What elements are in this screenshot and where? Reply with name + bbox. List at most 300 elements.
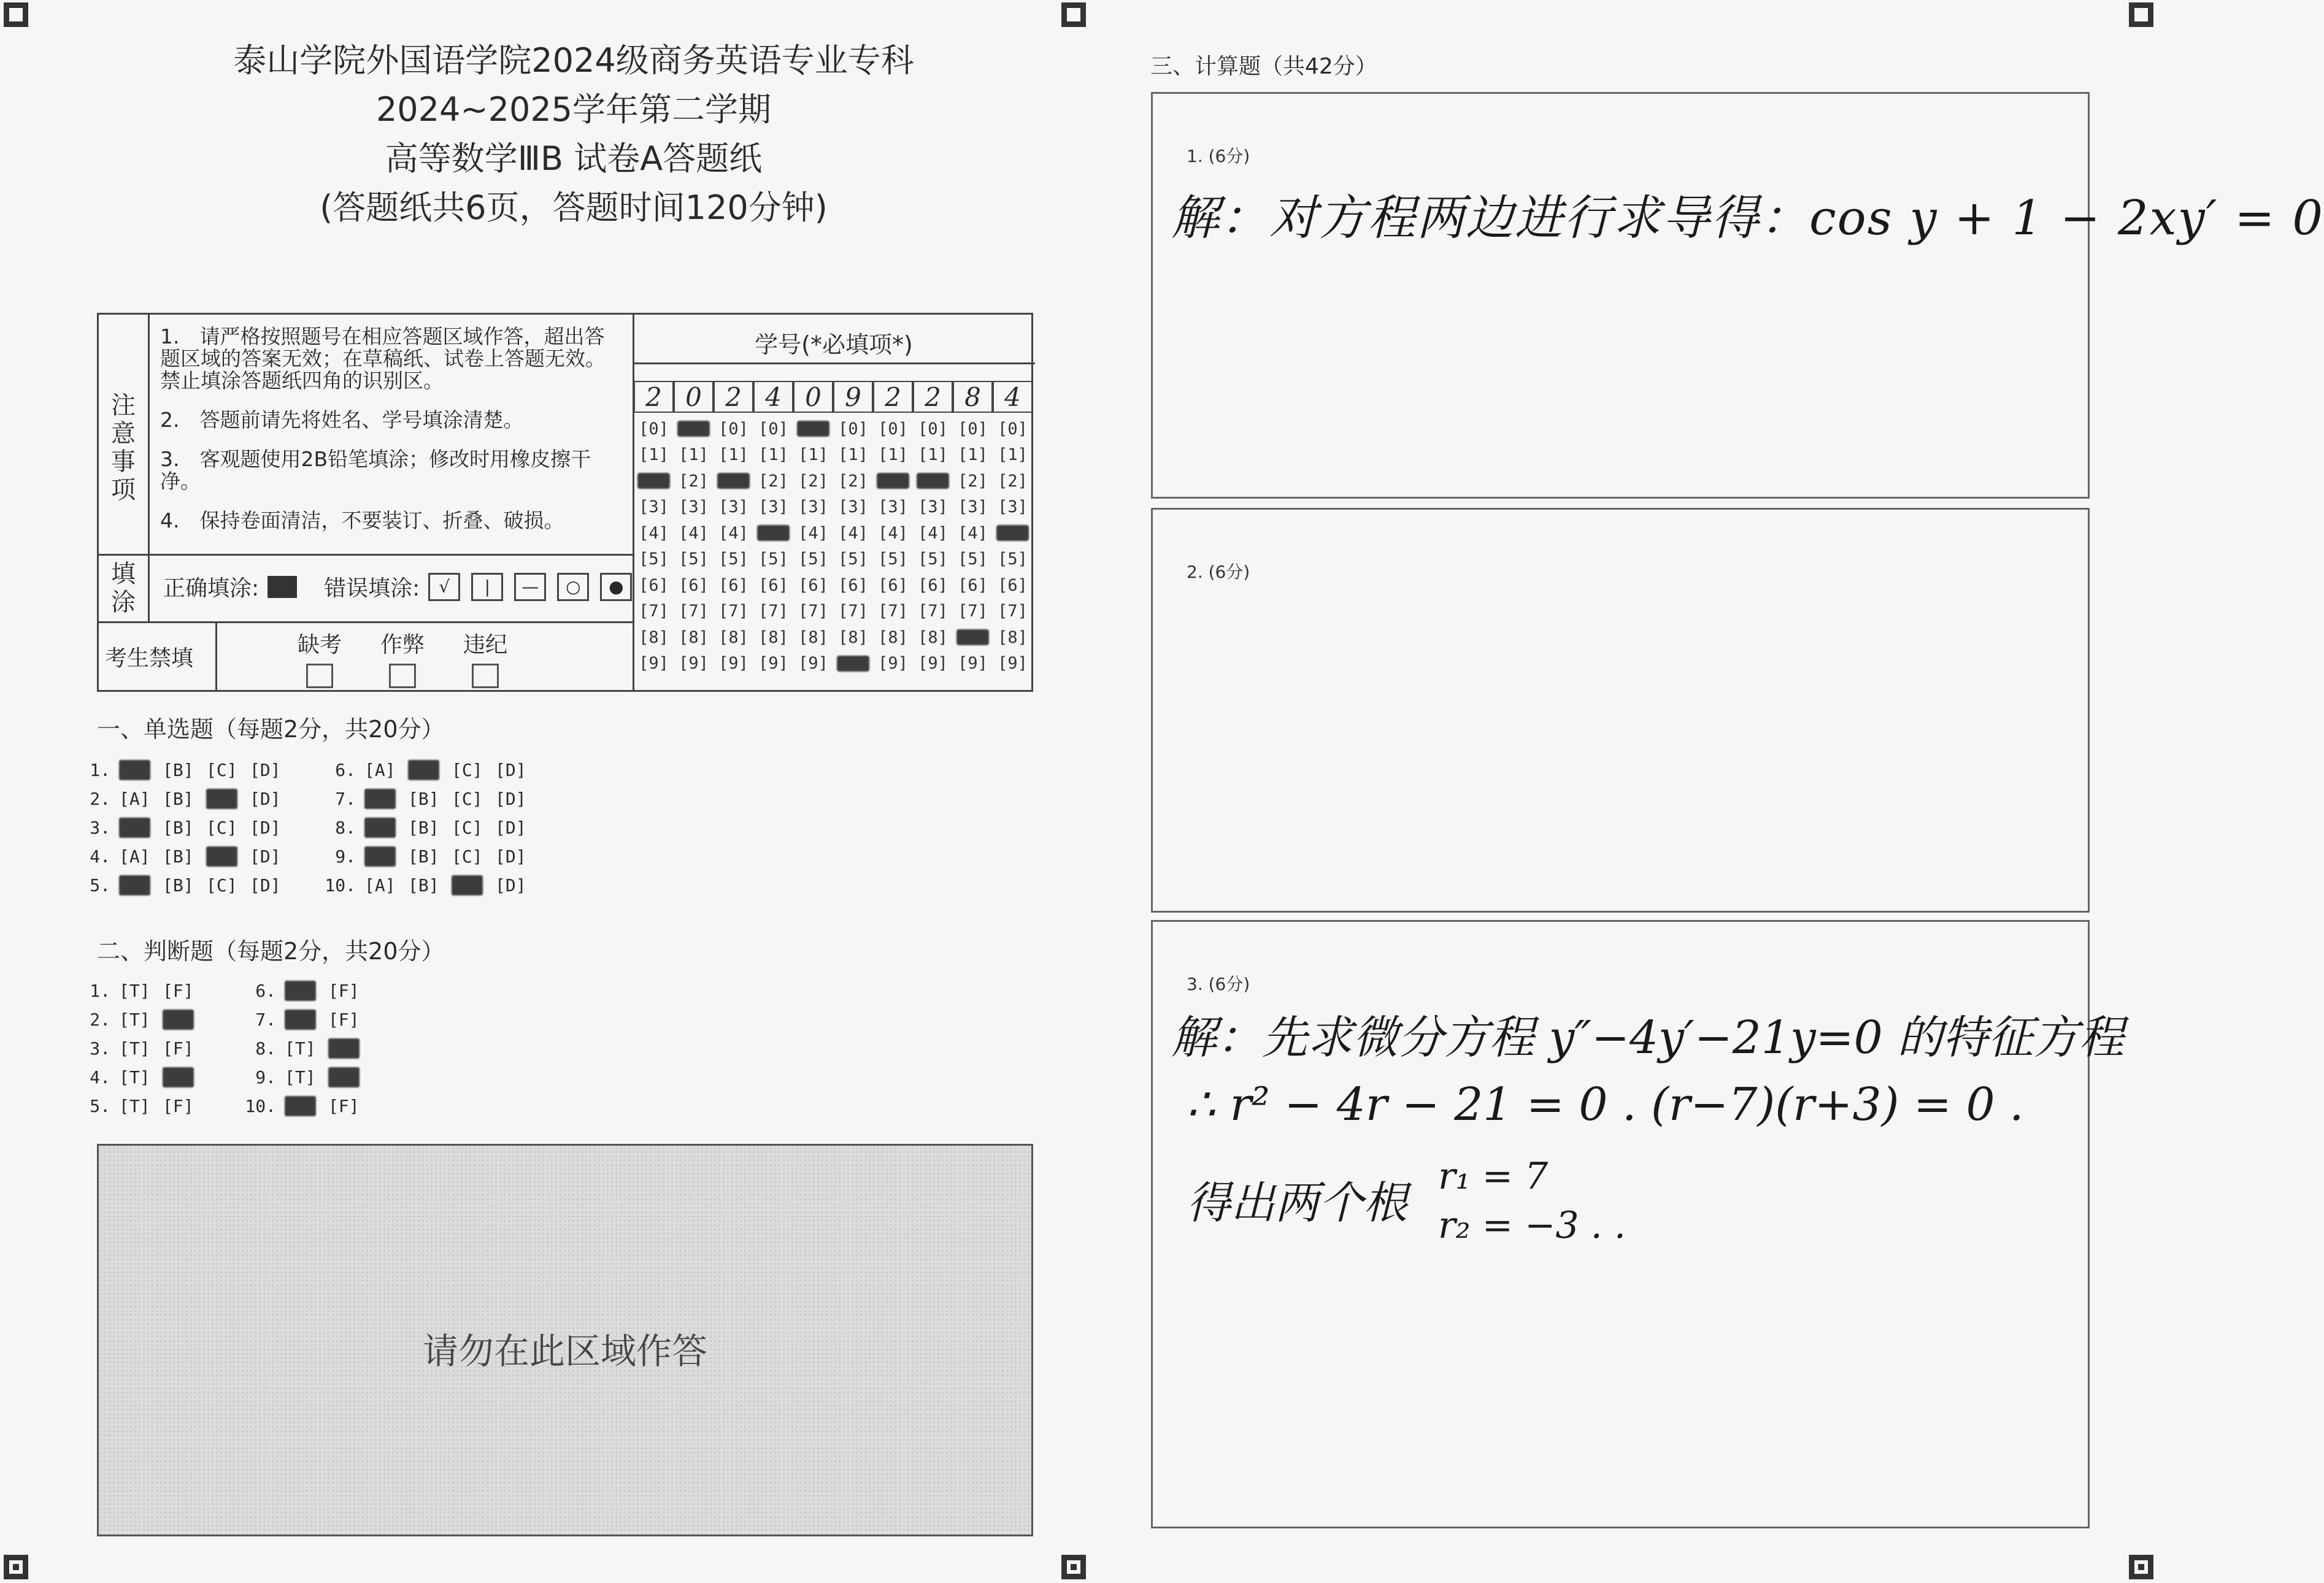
section2-option[interactable] (119, 1038, 163, 1059)
section1-question-number: 5. (90, 875, 110, 895)
section1-option-label: [D] (250, 760, 281, 780)
student-id-bubble[interactable]: [9] (798, 654, 828, 673)
student-id-bubble[interactable]: [7] (918, 602, 948, 621)
section2-question-number: 5. (90, 1096, 110, 1116)
student-id-bubble[interactable]: [1] (838, 445, 868, 465)
student-id-bubble[interactable]: [4] (958, 523, 988, 543)
section1-option[interactable] (408, 875, 452, 895)
section1-option[interactable] (119, 846, 163, 867)
section1-option-label: [C] (452, 846, 483, 867)
section2-option-filled[interactable] (328, 1067, 372, 1087)
notice-label: 注意事项 (111, 391, 136, 504)
student-id-bubble[interactable]: [8] (679, 627, 709, 647)
section1-option[interactable] (364, 875, 408, 895)
forbid-cheat-checkbox[interactable] (389, 664, 416, 688)
section2-question-number: 8. (255, 1038, 276, 1059)
section1-option[interactable] (495, 846, 539, 867)
student-id-bubble[interactable]: [4] (918, 523, 948, 543)
student-id-bubble[interactable]: [8] (998, 627, 1028, 647)
student-id-bubble[interactable]: [1] (639, 445, 669, 465)
student-id-digit-cell: 2 (913, 381, 953, 413)
student-id-bubble[interactable]: [7] (718, 602, 748, 621)
section1-option[interactable] (408, 846, 452, 867)
section1-option-label: [A] (364, 789, 396, 809)
section2-option-label: [T] (285, 1038, 316, 1059)
section2-question-row (74, 1092, 206, 1121)
section1-option[interactable] (163, 789, 206, 809)
section1-question-row (74, 842, 293, 871)
section1-option[interactable] (452, 760, 495, 780)
section1-option-filled[interactable] (452, 875, 495, 895)
section2-option[interactable] (119, 981, 163, 1001)
student-id-bubble[interactable]: [3] (838, 497, 868, 517)
section2-question-number: 2. (90, 1010, 110, 1030)
q3-handwriting-line3: 得出两个根 (1187, 1177, 1408, 1228)
section2-option-label: [F] (328, 1010, 360, 1030)
section1-option[interactable] (206, 818, 250, 838)
section1-option[interactable] (250, 846, 293, 867)
section1-option[interactable] (408, 818, 452, 838)
student-id-bubble[interactable]: [8] (918, 627, 948, 647)
correct-fill-label: 正确填涂: (163, 576, 260, 601)
student-id-bubble[interactable]: [6] (958, 575, 988, 595)
section2-question-row (239, 1005, 372, 1034)
student-id-bubble[interactable]: [3] (878, 497, 908, 517)
student-id-bubble[interactable]: [8] (758, 627, 788, 647)
student-id-bubble[interactable]: [1] (679, 445, 709, 465)
student-id-digit-cell: 9 (833, 381, 873, 413)
section1-option-label: [C] (206, 846, 237, 867)
section1-question-row (74, 784, 293, 813)
student-id-bubble[interactable]: [0] (718, 419, 748, 439)
section2-option-label: [T] (119, 1010, 150, 1030)
student-id-bubble[interactable]: [3] (639, 497, 669, 517)
student-id-bubble[interactable]: [7] (878, 602, 908, 621)
header-school-line: 泰山学院外国语学院2024级商务英语专业专科 (233, 41, 914, 80)
student-id-bubble-row (634, 546, 1033, 573)
section2-option[interactable] (163, 1038, 206, 1059)
student-id-bubble-filled[interactable]: [0] (797, 421, 829, 437)
section2-option-filled[interactable] (285, 1010, 328, 1030)
section1-option-label: [B] (408, 818, 439, 838)
section1-option-label: [C] (452, 760, 483, 780)
student-id-bubble-row (634, 494, 1033, 521)
section2-option[interactable] (119, 1067, 163, 1087)
section1-option[interactable] (163, 846, 206, 867)
student-id-digit-cell: 2 (873, 381, 913, 413)
student-id-bubble[interactable]: [4] (639, 523, 669, 543)
section1-question-number: 4. (90, 846, 110, 867)
student-id-bubble[interactable]: [9] (918, 654, 948, 673)
section2-option-filled[interactable] (328, 1038, 372, 1059)
section1-option-label: [C] (452, 818, 483, 838)
section1-option-label: [D] (250, 846, 281, 867)
fill-example-row (163, 571, 634, 602)
section1-option[interactable] (250, 760, 293, 780)
section2-option[interactable] (328, 1010, 372, 1030)
section1-option[interactable] (495, 789, 539, 809)
section1-option-label: [D] (495, 789, 526, 809)
student-id-bubble[interactable]: [0] (878, 419, 908, 439)
student-id-bubble[interactable]: [6] (679, 575, 709, 595)
section1-option-filled[interactable] (119, 818, 163, 838)
section2-option[interactable] (119, 1010, 163, 1030)
student-id-bubble[interactable]: [1] (718, 445, 748, 465)
student-id-bubble[interactable]: [7] (958, 602, 988, 621)
student-id-bubble[interactable]: [6] (998, 575, 1028, 595)
section1-option-label: [B] (408, 760, 439, 780)
section2-option-label: [F] (163, 1038, 194, 1059)
section1-question-number: 1. (90, 760, 110, 780)
q3-handwriting-root2: r₂ = −3 . . (1438, 1204, 1626, 1247)
section2-option-label: [T] (285, 1067, 316, 1087)
section2-option[interactable] (163, 981, 206, 1001)
notice-list (160, 326, 620, 549)
section1-option-label: [A] (364, 760, 396, 780)
section2-option-filled[interactable] (285, 981, 328, 1001)
student-id-bubble[interactable]: [5] (718, 550, 748, 569)
section1-question-number: 8. (335, 818, 356, 838)
corner-mark-bottom-left (4, 1555, 28, 1579)
student-id-bubble[interactable]: [6] (758, 575, 788, 595)
student-id-bubble[interactable]: [5] (878, 550, 908, 569)
answer-box-q1[interactable] (1151, 92, 2324, 499)
section2-option-label: [F] (328, 1038, 360, 1059)
q2-label: 2. (6分) (1187, 562, 1250, 582)
section1-question-number: 10. (325, 875, 356, 895)
student-id-bubble[interactable]: [8] (838, 627, 868, 647)
student-id-bubble[interactable]: [3] (918, 497, 948, 517)
section2-option-filled[interactable] (285, 1096, 328, 1116)
section1-option-filled[interactable] (364, 789, 408, 809)
student-id-digit-cell: 8 (953, 381, 993, 413)
wrong-fill-label: 错误填涂: (324, 576, 420, 601)
student-id-bubble[interactable]: [9] (639, 654, 669, 673)
section2-option-label: [T] (285, 1096, 316, 1116)
section1-title: 一、单选题（每题2分，共20分） (97, 716, 445, 743)
student-id-bubble[interactable]: [5] (758, 550, 788, 569)
q1-handwriting: 解：对方程两边进行求导得：cos y + 1 − 2xy′ = 0 (1171, 191, 2324, 246)
section1-option[interactable] (495, 818, 539, 838)
student-id-digit-cell: 0 (674, 381, 714, 413)
student-id-digit-cell: 4 (753, 381, 793, 413)
student-id-bubble[interactable]: [3] (958, 497, 988, 517)
section1-option[interactable] (408, 789, 452, 809)
forbid-cheat (366, 627, 439, 688)
section2-option-label: [F] (328, 1067, 360, 1087)
forbid-absent-checkbox[interactable] (306, 664, 333, 688)
student-id-bubble[interactable]: [5] (918, 550, 948, 569)
section1-option-label: [A] (364, 846, 396, 867)
section1-question-number: 6. (335, 760, 356, 780)
student-id-bubble[interactable]: [7] (758, 602, 788, 621)
student-id-bubble[interactable]: [7] (838, 602, 868, 621)
student-id-bubble[interactable]: [7] (639, 602, 669, 621)
section1-option[interactable] (495, 760, 539, 780)
section1-option-label: [C] (206, 875, 237, 895)
section1-option-label: [D] (250, 789, 281, 809)
student-id-bubble[interactable]: [2] (838, 471, 868, 491)
student-id-bubble[interactable]: [0] (918, 419, 948, 439)
student-id-bubble[interactable]: [9] (718, 654, 748, 673)
section2-option[interactable] (119, 1096, 163, 1116)
section1-option[interactable] (250, 818, 293, 838)
section2-question-number: 1. (90, 981, 110, 1001)
student-id-bubble[interactable]: [1] (998, 445, 1028, 465)
student-id-bubble[interactable]: [4] (718, 523, 748, 543)
section1-question-row (319, 813, 539, 842)
student-id-bubble[interactable]: [4] (838, 523, 868, 543)
student-id-bubble[interactable]: [1] (918, 445, 948, 465)
section1-option-filled[interactable] (364, 818, 408, 838)
student-id-bubble[interactable]: [6] (838, 575, 868, 595)
section1-option[interactable] (163, 818, 206, 838)
forbid-cheat-label: 作弊 (380, 632, 425, 657)
section2-option-filled[interactable] (163, 1010, 206, 1030)
student-id-bubble[interactable]: [9] (878, 654, 908, 673)
section1-question-row (74, 756, 293, 784)
section2-option[interactable] (163, 1096, 206, 1116)
section2-column-1 (74, 976, 206, 1121)
student-id-digit-cell: 2 (634, 381, 674, 413)
forbid-label: 考生禁填 (105, 646, 194, 671)
q3-handwriting-line2: ∴ r² − 4r − 21 = 0 . (r−7)(r+3) = 0 . (1187, 1078, 2024, 1131)
forbid-violation (448, 627, 522, 688)
student-id-bubble-filled[interactable]: [4] (996, 525, 1029, 541)
section1-question-row (319, 756, 539, 784)
student-id-bubble[interactable]: [9] (958, 654, 988, 673)
student-id-digit-cells (634, 381, 1033, 413)
section2-question-number: 10. (245, 1096, 276, 1116)
student-id-bubble-filled[interactable]: [8] (956, 629, 989, 645)
student-id-bubble[interactable]: [5] (679, 550, 709, 569)
student-id-bubble[interactable]: [5] (958, 550, 988, 569)
section1-option-label: [B] (163, 818, 194, 838)
student-id-bubble[interactable]: [5] (798, 550, 828, 569)
student-id-bubble[interactable]: [5] (998, 550, 1028, 569)
section2-question-row (239, 1034, 372, 1063)
section2-question-row (74, 976, 206, 1005)
section1-question-row (74, 813, 293, 842)
student-id-header: 学号(*必填项*) (755, 331, 913, 358)
student-id-bubble[interactable]: [0] (958, 419, 988, 439)
section1-option-label: [C] (206, 789, 237, 809)
student-id-bubble[interactable]: [2] (758, 471, 788, 491)
section1-option[interactable] (364, 760, 408, 780)
student-id-bubble[interactable]: [1] (878, 445, 908, 465)
student-id-bubble-row (634, 520, 1033, 546)
forbid-violation-checkbox[interactable] (472, 664, 499, 688)
student-id-bubble-filled[interactable]: [9] (837, 656, 869, 672)
section1-option[interactable] (452, 846, 495, 867)
q3-label: 3. (6分) (1187, 974, 1250, 994)
student-id-bubble[interactable]: [3] (798, 497, 828, 517)
section2-option[interactable] (285, 1038, 328, 1059)
student-id-bubble[interactable]: [6] (918, 575, 948, 595)
student-id-bubble[interactable]: [6] (798, 575, 828, 595)
student-id-bubble-grid (634, 416, 1033, 677)
student-id-bubble-row (634, 442, 1033, 469)
student-id-bubble[interactable]: [3] (758, 497, 788, 517)
student-id-bubble[interactable]: [2] (958, 471, 988, 491)
section2-option[interactable] (285, 1067, 328, 1087)
student-id-bubble[interactable]: [2] (998, 471, 1028, 491)
student-id-bubble[interactable]: [0] (758, 419, 788, 439)
student-id-bubble[interactable]: [0] (639, 419, 669, 439)
section1-option-filled[interactable] (119, 760, 163, 780)
student-id-bubble[interactable]: [1] (758, 445, 788, 465)
notice-item-1: 1. 请严格按照题号在相应答题区域作答，超出答题区域的答案无效；在草稿纸、试卷上答题无效。禁止填涂答题纸四角的识别区。 (160, 324, 606, 393)
section2-question-number: 6. (255, 981, 276, 1001)
student-id-bubble[interactable]: [3] (679, 497, 709, 517)
section1-option-filled[interactable] (119, 875, 163, 895)
section1-option-label: [B] (163, 789, 194, 809)
student-id-bubble[interactable]: [1] (958, 445, 988, 465)
section2-question-number: 3. (90, 1038, 110, 1059)
section1-option-filled[interactable] (408, 760, 452, 780)
section1-question-row (74, 871, 293, 900)
student-id-bubble-row (634, 624, 1033, 651)
section1-option-label: [A] (119, 818, 150, 838)
corner-mark-bottom-right (2129, 1555, 2153, 1579)
section1-option[interactable] (452, 789, 495, 809)
student-id-bubble[interactable]: [6] (718, 575, 748, 595)
section2-option[interactable] (328, 1096, 372, 1116)
student-id-bubble[interactable]: [1] (798, 445, 828, 465)
student-id-bubble[interactable]: [3] (998, 497, 1028, 517)
section1-option-filled[interactable] (364, 846, 408, 867)
student-id-bubble-row (634, 599, 1033, 625)
no-answer-zone (97, 1144, 1033, 1536)
section1-option[interactable] (495, 875, 539, 895)
section1-option-label: [B] (163, 760, 194, 780)
section1-option[interactable] (452, 818, 495, 838)
section1-option-label: [A] (364, 875, 396, 895)
student-id-bubble-filled[interactable]: [2] (877, 473, 909, 489)
section2-option-label: [F] (328, 981, 360, 1001)
student-id-bubble[interactable]: [3] (718, 497, 748, 517)
student-id-bubble[interactable]: [9] (998, 654, 1028, 673)
student-id-bubble[interactable]: [0] (998, 419, 1028, 439)
section2-question-row (74, 1005, 206, 1034)
student-id-bubble[interactable]: [2] (679, 471, 709, 491)
correct-fill-mark (267, 576, 297, 598)
student-id-bubble[interactable]: [5] (838, 550, 868, 569)
section1-option-label: [B] (408, 875, 439, 895)
student-id-bubble[interactable]: [0] (838, 419, 868, 439)
section2-option-label: [T] (119, 1067, 150, 1087)
wrong-mark-check: √ (428, 573, 460, 601)
student-id-bubble[interactable]: [8] (798, 627, 828, 647)
student-id-bubble[interactable]: [7] (798, 602, 828, 621)
student-id-bubble-filled[interactable]: [4] (757, 525, 790, 541)
forbid-violation-label: 违纪 (463, 632, 507, 657)
section1-option[interactable] (250, 875, 293, 895)
student-id-bubble[interactable]: [9] (679, 654, 709, 673)
student-id-bubble-row (634, 651, 1033, 677)
section1-option[interactable] (206, 875, 250, 895)
section1-option-label: [B] (163, 846, 194, 867)
section1-option[interactable] (119, 789, 163, 809)
section2-option-label: [T] (119, 1038, 150, 1059)
section1-option[interactable] (163, 760, 206, 780)
student-id-bubble-filled[interactable]: [2] (917, 473, 949, 489)
corner-mark-top-left (4, 2, 28, 27)
section2-question-row (74, 1063, 206, 1092)
student-id-bubble[interactable]: [4] (878, 523, 908, 543)
section1-option-label: [D] (250, 875, 281, 895)
student-id-digit-cell: 0 (793, 381, 833, 413)
q3-handwriting-line1: 解：先求微分方程 y″−4y′−21y=0 的特征方程 (1171, 1011, 2125, 1064)
section2-question-row (239, 1092, 372, 1121)
section2-option-filled[interactable] (163, 1067, 206, 1087)
section2-question-row (239, 1063, 372, 1092)
section1-question-number: 9. (335, 846, 356, 867)
student-id-bubble[interactable]: [9] (758, 654, 788, 673)
section1-option-label: [D] (495, 818, 526, 838)
student-id-bubble[interactable]: [2] (798, 471, 828, 491)
student-id-bubble[interactable]: [7] (998, 602, 1028, 621)
section1-option-label: [D] (250, 818, 281, 838)
forbid-absent (283, 627, 356, 688)
section1-option-label: [C] (452, 875, 483, 895)
section2-option-label: [T] (285, 1010, 316, 1030)
section1-option-filled[interactable] (206, 846, 250, 867)
student-id-bubble[interactable]: [5] (639, 550, 669, 569)
student-id-bubble[interactable]: [6] (639, 575, 669, 595)
answer-box-q3[interactable] (1151, 920, 2125, 1528)
section1-question-row (319, 784, 539, 813)
corner-mark-top-right (2129, 2, 2153, 27)
student-id-bubble[interactable]: [7] (679, 602, 709, 621)
student-id-bubble-filled[interactable]: [2] (637, 473, 670, 489)
notice-item-3: 3. 客观题使用2B铅笔填涂；修改时用橡皮擦干净。 (160, 447, 591, 493)
section1-option-label: [D] (495, 760, 526, 780)
section1-column-1 (74, 756, 293, 900)
student-id-bubble[interactable]: [8] (878, 627, 908, 647)
section2-option[interactable] (328, 981, 372, 1001)
section2-option-label: [T] (119, 981, 150, 1001)
answer-box-q2[interactable] (1151, 508, 2090, 913)
student-id-bubble[interactable]: [8] (639, 627, 669, 647)
section1-option[interactable] (206, 760, 250, 780)
student-id-digit-cell: 2 (714, 381, 753, 413)
wrong-mark-dash: — (514, 573, 546, 601)
section1-option[interactable] (163, 875, 206, 895)
student-id-bubble-row (634, 572, 1033, 599)
notice-item-2: 2. 答题前请先将姓名、学号填涂清楚。 (160, 408, 524, 432)
student-id-bubble[interactable]: [4] (798, 523, 828, 543)
student-id-bubble[interactable]: [8] (718, 627, 748, 647)
section1-option-filled[interactable] (206, 789, 250, 809)
section2-question-number: 9. (255, 1067, 276, 1087)
corner-mark-top-middle (1061, 2, 1086, 27)
forbid-absent-label: 缺考 (297, 632, 342, 657)
section1-option[interactable] (250, 789, 293, 809)
section1-option-label: [D] (495, 846, 526, 867)
student-id-bubble-row (634, 468, 1033, 494)
header-exam-title: 高等数学ⅢB 试卷A答题纸 (385, 139, 763, 178)
student-id-bubble[interactable]: [4] (679, 523, 709, 543)
section2-question-number: 4. (90, 1067, 110, 1087)
section1-option-label: [A] (364, 818, 396, 838)
student-id-bubble[interactable]: [6] (878, 575, 908, 595)
section2-column-2 (239, 976, 372, 1121)
section1-option-label: [B] (408, 846, 439, 867)
student-id-bubble-filled[interactable]: [2] (717, 473, 750, 489)
section1-column-2 (319, 756, 539, 900)
student-id-bubble-filled[interactable]: [0] (677, 421, 710, 437)
